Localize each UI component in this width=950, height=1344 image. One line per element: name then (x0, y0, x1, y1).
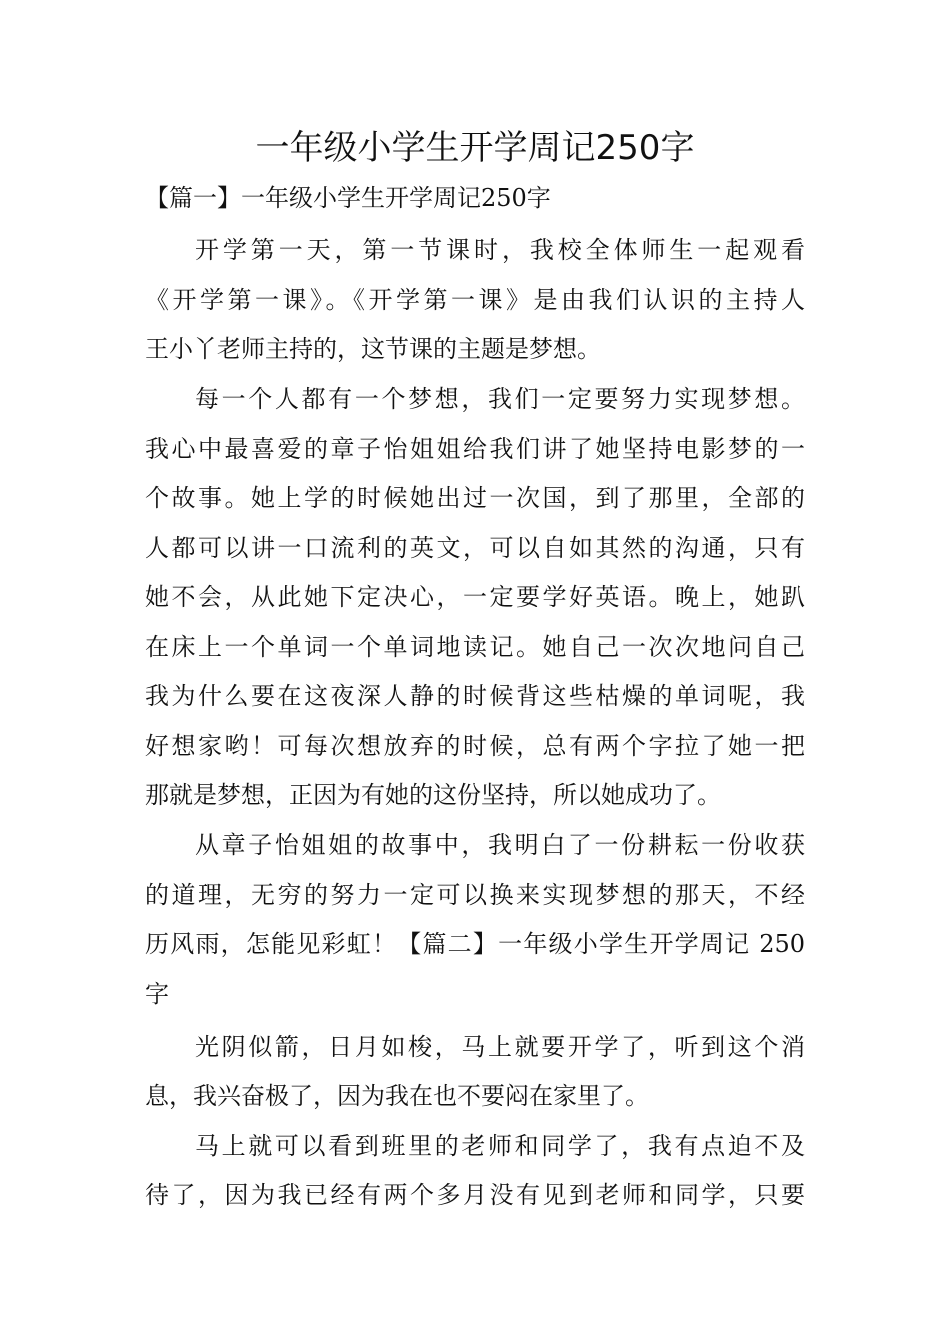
document-title: 一年级小学生开学周记250字 (255, 128, 695, 168)
paragraph-4-line-2: 息，我兴奋极了，因为我在也不要闷在家里了。 (145, 1082, 649, 1110)
paragraph-2-line-7: 我为什么要在这夜深人静的时候背这些枯燥的单词呢，我 (145, 682, 805, 710)
paragraph-2-line-5: 她不会，从此她下定决心，一定要学好英语。晚上，她趴 (145, 583, 805, 611)
paragraph-2-line-2: 我心中最喜爱的章子怡姐姐给我们讲了她坚持电影梦的一 (145, 435, 805, 463)
paragraph-1-line-1: 开学第一天，第一节课时，我校全体师生一起观看 (195, 236, 805, 264)
paragraph-2-line-8: 好想家哟！可每次想放弃的时候，总有两个字拉了她一把 (145, 732, 805, 760)
paragraph-3-line-3: 历风雨，怎能见彩虹！【篇二】一年级小学生开学周记 250 (145, 930, 805, 958)
paragraph-4-line-1: 光阴似箭，日月如梭，马上就要开学了，听到这个消 (195, 1033, 805, 1061)
paragraph-2-line-4: 人都可以讲一口流利的英文，可以自如其然的沟通，只有 (145, 534, 805, 562)
section-heading-1: 【篇一】一年级小学生开学周记250字 (145, 184, 551, 212)
paragraph-2-line-6: 在床上一个单词一个单词地读记。她自己一次次地问自己 (145, 633, 805, 661)
paragraph-5-line-2: 待了，因为我已经有两个多月没有见到老师和同学，只要 (145, 1181, 805, 1209)
paragraph-3-line-4: 字 (145, 980, 169, 1008)
paragraph-3-line-1: 从章子怡姐姐的故事中，我明白了一份耕耘一份收获 (195, 831, 805, 859)
paragraph-2-line-9: 那就是梦想，正因为有她的这份坚持，所以她成功了。 (145, 781, 721, 809)
paragraph-3-line-2: 的道理，无穷的努力一定可以换来实现梦想的那天，不经 (145, 881, 805, 909)
paragraph-2-line-3: 个故事。她上学的时候她出过一次国，到了那里，全部的 (145, 484, 805, 512)
paragraph-1-line-2: 《开学第一课》。《开学第一课》是由我们认识的主持人 (145, 286, 805, 314)
paragraph-5-line-1: 马上就可以看到班里的老师和同学了，我有点迫不及 (195, 1132, 805, 1160)
paragraph-1-line-3: 王小丫老师主持的，这节课的主题是梦想。 (145, 335, 601, 363)
paragraph-2-line-1: 每一个人都有一个梦想，我们一定要努力实现梦想。 (195, 385, 805, 413)
